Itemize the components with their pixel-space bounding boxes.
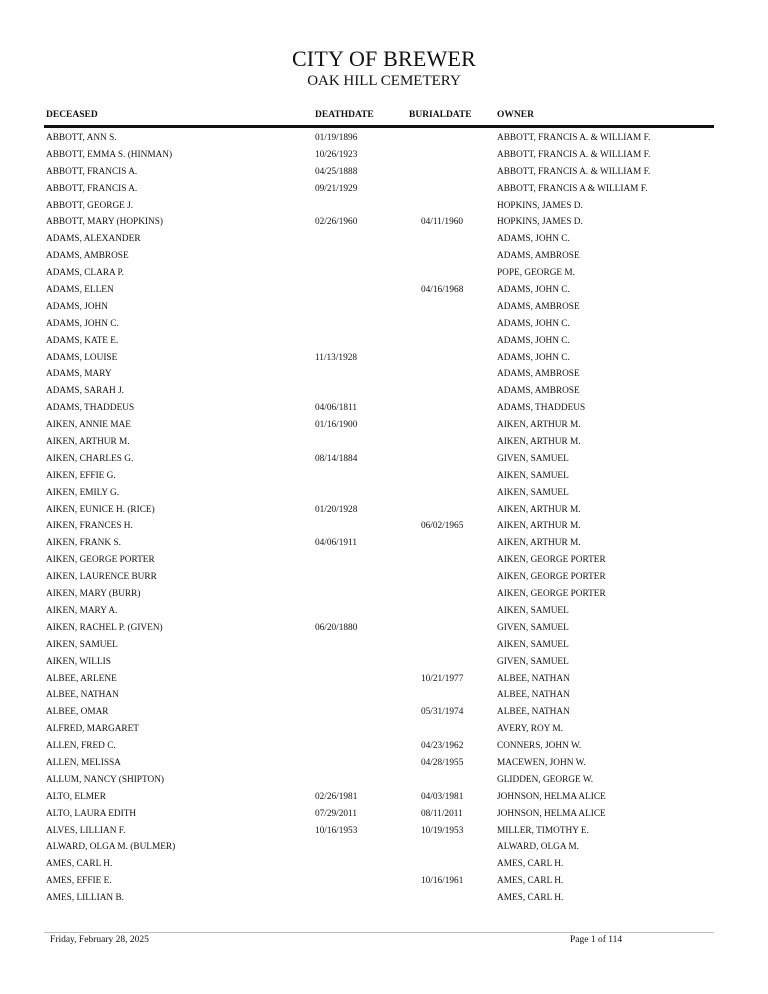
table-header bbox=[0, 110, 768, 124]
cell-burialdate: 10/21/1977 bbox=[421, 673, 464, 684]
table-row bbox=[0, 572, 768, 589]
cell-deceased: ALVES, LILLIAN F. bbox=[46, 825, 126, 836]
table-row bbox=[0, 657, 768, 674]
table-row bbox=[0, 741, 768, 758]
table-row bbox=[0, 201, 768, 218]
cell-deceased: ALWARD, OLGA M. (BULMER) bbox=[46, 842, 176, 853]
cell-deceased: ABBOTT, ANN S. bbox=[46, 133, 117, 143]
cell-deathdate: 02/26/1981 bbox=[315, 791, 358, 802]
table-row bbox=[0, 488, 768, 505]
cell-deceased: ADAMS, JOHN bbox=[46, 301, 108, 312]
table-row bbox=[0, 471, 768, 488]
cell-deceased: ADAMS, AMBROSE bbox=[46, 251, 129, 262]
cell-deathdate: 04/06/1811 bbox=[315, 403, 358, 414]
cell-deathdate: 08/14/1884 bbox=[315, 453, 358, 464]
cell-deceased: ADAMS, ELLEN bbox=[46, 285, 114, 296]
cell-owner: GLIDDEN, GEORGE W. bbox=[497, 774, 594, 785]
cell-owner: AMES, CARL H. bbox=[497, 859, 564, 870]
cell-owner: ADAMS, AMBROSE bbox=[497, 386, 580, 397]
table-row bbox=[0, 775, 768, 792]
cell-deathdate: 07/29/2011 bbox=[315, 808, 358, 819]
cell-owner: AMES, CARL H. bbox=[497, 893, 564, 904]
cell-deceased: AMES, CARL H. bbox=[46, 859, 113, 870]
column-header-deceased: DECEASED bbox=[46, 110, 98, 120]
cell-owner: ALWARD, OLGA M. bbox=[497, 842, 579, 853]
cell-deceased: ABBOTT, MARY (HOPKINS) bbox=[46, 217, 163, 228]
cell-deathdate: 04/25/1888 bbox=[315, 166, 358, 177]
cell-owner: AMES, CARL H. bbox=[497, 876, 564, 887]
table-row bbox=[0, 876, 768, 893]
table-row bbox=[0, 285, 768, 302]
cell-deathdate: 01/19/1896 bbox=[315, 133, 358, 143]
table-row bbox=[0, 302, 768, 319]
cell-owner: ADAMS, JOHN C. bbox=[497, 318, 570, 329]
table-row bbox=[0, 505, 768, 522]
cell-owner: AIKEN, ARTHUR M. bbox=[497, 437, 581, 448]
cell-owner: JOHNSON, HELMA ALICE bbox=[497, 791, 606, 802]
cell-deceased: ALFRED, MARGARET bbox=[46, 724, 139, 735]
table-row bbox=[0, 454, 768, 471]
cell-deceased: ADAMS, SARAH J. bbox=[46, 386, 125, 397]
table-row bbox=[0, 555, 768, 572]
cell-burialdate: 10/16/1961 bbox=[421, 876, 464, 887]
cell-owner: ALBEE, NATHAN bbox=[497, 690, 570, 701]
cell-owner: ADAMS, JOHN C. bbox=[497, 285, 570, 296]
table-row bbox=[0, 386, 768, 403]
cell-deathdate: 04/06/1911 bbox=[315, 538, 358, 549]
table-row bbox=[0, 353, 768, 370]
cell-owner: CONNERS, JOHN W. bbox=[497, 741, 582, 752]
cell-deathdate: 06/20/1880 bbox=[315, 622, 358, 633]
cell-deceased: AIKEN, ARTHUR M. bbox=[46, 437, 130, 448]
cell-deceased: ADAMS, THADDEUS bbox=[46, 403, 135, 414]
table-row bbox=[0, 538, 768, 555]
cell-deceased: AIKEN, RACHEL P. (GIVEN) bbox=[46, 622, 163, 633]
table-row bbox=[0, 589, 768, 606]
cell-deceased: ADAMS, CLARA P. bbox=[46, 268, 125, 279]
table-row bbox=[0, 758, 768, 775]
cell-deceased: AMES, LILLIAN B. bbox=[46, 893, 124, 904]
cell-deceased: ADAMS, ALEXANDER bbox=[46, 234, 141, 245]
table-row bbox=[0, 521, 768, 538]
cell-deceased: AIKEN, FRANK S. bbox=[46, 538, 121, 549]
table-row bbox=[0, 640, 768, 657]
cell-burialdate: 06/02/1965 bbox=[421, 521, 464, 532]
table-body bbox=[0, 133, 768, 910]
table-row bbox=[0, 842, 768, 859]
cell-deceased: ALBEE, ARLENE bbox=[46, 673, 117, 684]
cell-owner: AIKEN, ARTHUR M. bbox=[497, 521, 581, 532]
cell-deceased: AIKEN, FRANCES H. bbox=[46, 521, 133, 532]
cell-owner: AIKEN, ARTHUR M. bbox=[497, 504, 581, 515]
cell-deceased: ALTO, LAURA EDITH bbox=[46, 808, 137, 819]
table-row bbox=[0, 674, 768, 691]
cell-deceased: AIKEN, WILLIS bbox=[46, 656, 111, 667]
cell-owner: JOHNSON, HELMA ALICE bbox=[497, 808, 606, 819]
table-row bbox=[0, 217, 768, 234]
cell-deceased: AIKEN, EMILY G. bbox=[46, 487, 120, 498]
table-row bbox=[0, 133, 768, 150]
cell-owner: ABBOTT, FRANCIS A & WILLIAM F. bbox=[497, 183, 648, 194]
cell-deceased: AIKEN, MARY A. bbox=[46, 605, 118, 616]
cell-deathdate: 11/13/1928 bbox=[315, 352, 358, 363]
cell-burialdate: 05/31/1974 bbox=[421, 707, 464, 718]
cell-deceased: ALLUM, NANCY (SHIPTON) bbox=[46, 774, 165, 785]
cell-owner: MILLER, TIMOTHY E. bbox=[497, 825, 589, 836]
cell-deceased: ADAMS, KATE E. bbox=[46, 335, 119, 346]
table-row bbox=[0, 606, 768, 623]
cell-owner: ADAMS, AMBROSE bbox=[497, 369, 580, 380]
cell-owner: AIKEN, ARTHUR M. bbox=[497, 420, 581, 431]
footer-page-number: Page 1 of 114 bbox=[570, 935, 623, 945]
table-row bbox=[0, 826, 768, 843]
column-header-burialdate: BURIALDATE bbox=[409, 110, 472, 120]
cell-owner: ADAMS, JOHN C. bbox=[497, 234, 570, 245]
cell-owner: ABBOTT, FRANCIS A. & WILLIAM F. bbox=[497, 166, 651, 177]
cell-owner: AIKEN, SAMUEL bbox=[497, 470, 569, 481]
column-header-owner: OWNER bbox=[497, 110, 534, 120]
table-row bbox=[0, 251, 768, 268]
cell-owner: ADAMS, THADDEUS bbox=[497, 403, 586, 414]
table-row bbox=[0, 369, 768, 386]
table-row bbox=[0, 268, 768, 285]
cell-deceased: ALBEE, OMAR bbox=[46, 707, 109, 718]
footer-divider bbox=[44, 932, 714, 933]
cell-deceased: AIKEN, SAMUEL bbox=[46, 639, 118, 650]
table-row bbox=[0, 859, 768, 876]
cell-deceased: ABBOTT, EMMA S. (HINMAN) bbox=[46, 149, 173, 160]
cell-deceased: AIKEN, LAURENCE BURR bbox=[46, 572, 157, 583]
cell-owner: AIKEN, SAMUEL bbox=[497, 605, 569, 616]
cell-deathdate: 10/26/1923 bbox=[315, 149, 358, 160]
cell-owner: AIKEN, GEORGE PORTER bbox=[497, 572, 606, 583]
table-row bbox=[0, 167, 768, 184]
cell-burialdate: 08/11/2011 bbox=[421, 808, 463, 819]
cell-owner: ADAMS, JOHN C. bbox=[497, 335, 570, 346]
cell-deceased: AIKEN, EUNICE H. (RICE) bbox=[46, 504, 155, 515]
cell-deceased: AIKEN, GEORGE PORTER bbox=[46, 555, 155, 566]
cell-burialdate: 10/19/1953 bbox=[421, 825, 464, 836]
cell-deceased: ALLEN, MELISSA bbox=[46, 757, 121, 768]
cell-deceased: ALBEE, NATHAN bbox=[46, 690, 119, 701]
footer-date: Friday, February 28, 2025 bbox=[50, 935, 149, 945]
document-subtitle: OAK HILL CEMETERY bbox=[307, 73, 461, 89]
document-title: CITY OF BREWER bbox=[291, 46, 477, 71]
cell-deceased: ADAMS, JOHN C. bbox=[46, 318, 119, 329]
cell-deathdate: 01/20/1928 bbox=[315, 504, 358, 515]
cell-deathdate: 02/26/1960 bbox=[315, 217, 358, 228]
cell-deceased: AIKEN, CHARLES G. bbox=[46, 453, 134, 464]
table-row bbox=[0, 420, 768, 437]
cell-deceased: ABBOTT, GEORGE J. bbox=[46, 200, 134, 211]
table-row bbox=[0, 184, 768, 201]
cell-burialdate: 04/23/1962 bbox=[421, 741, 464, 752]
cell-deceased: ADAMS, MARY bbox=[46, 369, 112, 380]
cell-owner: AIKEN, SAMUEL bbox=[497, 487, 569, 498]
table-row bbox=[0, 809, 768, 826]
table-row bbox=[0, 234, 768, 251]
cell-owner: ADAMS, AMBROSE bbox=[497, 251, 580, 262]
cell-owner: HOPKINS, JAMES D. bbox=[497, 217, 583, 228]
cell-burialdate: 04/03/1981 bbox=[421, 791, 464, 802]
cell-deathdate: 01/16/1900 bbox=[315, 420, 358, 431]
cell-deceased: AIKEN, EFFIE G. bbox=[46, 470, 116, 481]
cell-deceased: ADAMS, LOUISE bbox=[46, 352, 118, 363]
cell-owner: AIKEN, ARTHUR M. bbox=[497, 538, 581, 549]
table-row bbox=[0, 893, 768, 910]
cell-owner: ALBEE, NATHAN bbox=[497, 673, 570, 684]
table-row bbox=[0, 150, 768, 167]
cell-deceased: AIKEN, ANNIE MAE bbox=[46, 420, 131, 431]
cell-deceased: AIKEN, MARY (BURR) bbox=[46, 589, 141, 600]
cell-owner: AVERY, ROY M. bbox=[497, 724, 563, 735]
cell-burialdate: 04/28/1955 bbox=[421, 757, 464, 768]
cell-burialdate: 04/11/1960 bbox=[421, 217, 464, 228]
cell-owner: POPE, GEORGE M. bbox=[497, 268, 575, 279]
table-row bbox=[0, 707, 768, 724]
column-header-deathdate: DEATHDATE bbox=[315, 110, 374, 120]
cell-owner: HOPKINS, JAMES D. bbox=[497, 200, 583, 211]
table-row bbox=[0, 319, 768, 336]
cell-owner: AIKEN, SAMUEL bbox=[497, 639, 569, 650]
cell-deceased: ABBOTT, FRANCIS A. bbox=[46, 166, 138, 177]
cell-owner: GIVEN, SAMUEL bbox=[497, 622, 569, 633]
cell-owner: ABBOTT, FRANCIS A. & WILLIAM F. bbox=[497, 149, 651, 160]
cell-deceased: ABBOTT, FRANCIS A. bbox=[46, 183, 138, 194]
header-divider bbox=[44, 125, 714, 128]
cell-owner: AIKEN, GEORGE PORTER bbox=[497, 589, 606, 600]
cell-owner: GIVEN, SAMUEL bbox=[497, 656, 569, 667]
cell-owner: ADAMS, AMBROSE bbox=[497, 301, 580, 312]
cell-deathdate: 10/16/1953 bbox=[315, 825, 358, 836]
cell-burialdate: 04/16/1968 bbox=[421, 285, 464, 296]
table-row bbox=[0, 437, 768, 454]
cell-owner: GIVEN, SAMUEL bbox=[497, 453, 569, 464]
table-row bbox=[0, 792, 768, 809]
cell-deceased: ALLEN, FRED C. bbox=[46, 741, 116, 752]
cell-owner: AIKEN, GEORGE PORTER bbox=[497, 555, 606, 566]
table-row bbox=[0, 336, 768, 353]
cell-owner: ABBOTT, FRANCIS A. & WILLIAM F. bbox=[497, 133, 651, 143]
cell-deathdate: 09/21/1929 bbox=[315, 183, 358, 194]
table-row bbox=[0, 690, 768, 707]
table-row bbox=[0, 623, 768, 640]
cell-owner: ALBEE, NATHAN bbox=[497, 707, 570, 718]
cell-owner: ADAMS, JOHN C. bbox=[497, 352, 570, 363]
cell-owner: MACEWEN, JOHN W. bbox=[497, 757, 586, 768]
table-row bbox=[0, 403, 768, 420]
cell-deceased: ALTO, ELMER bbox=[46, 791, 106, 802]
cell-deceased: AMES, EFFIE E. bbox=[46, 876, 112, 887]
table-row bbox=[0, 724, 768, 741]
